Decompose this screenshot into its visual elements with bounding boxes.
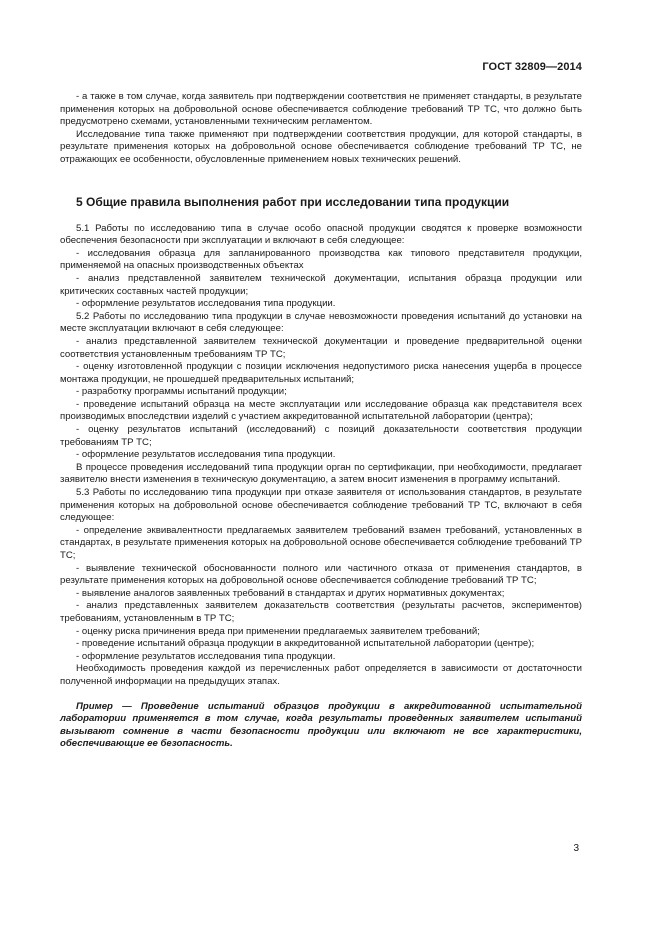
example-note: [60, 701, 582, 751]
example-lead: Пример —: [76, 700, 132, 712]
list-item: - анализ представленной заявителем технической документации и проведение предварительной оценки соответствия установленным требованиям ТР ТС;: [60, 335, 582, 360]
paragraph: 5.2 Работы по исследованию типа продукции в случае невозможности проведения испытаний до установки на месте эксплуатации включают в себя следующее:: [60, 310, 582, 335]
list-item: - проведение испытаний образца продукции в аккредитованной испытательной лаборатории (центре);: [76, 638, 535, 650]
paragraph: 5.3 Работы по исследованию типа продукции при отказе заявителя от использования стандартов, в результате применения которых на добровольной основе обеспечивается соблюдение требований ТР ТС, включают в себя следующее:: [60, 487, 582, 524]
list-item: - разработку программы испытаний продукции;: [76, 386, 287, 398]
list-item: - анализ представленных заявителем доказательств соответствия (результаты расчетов, экспериментов) требованиям, установленным в ТР ТС;: [60, 600, 582, 624]
list-item: - оформление результатов исследования типа продукции.: [76, 650, 336, 662]
document-body: [60, 91, 582, 751]
paragraph: В процессе проведения исследований типа продукции орган по сертификации, при необходимости, предлагает заявителю внести изменения в техническую документацию, а затем вносит изменения в программу испытаний.: [60, 461, 582, 486]
list-item: - оценку риска причинения вреда при применении предлагаемых заявителем требований;: [76, 625, 480, 637]
section-heading: 5 Общие правила выполнения работ при исследовании типа продукции: [76, 194, 510, 209]
document-header: ГОСТ 32809—2014: [482, 61, 582, 73]
list-item: - исследования образца для запланированного производства как типового представителя продукции, применяемой на опасных производственных объектах: [60, 247, 582, 272]
list-item: - оценку результатов испытаний (исследований) с позиций доказательности соответствия продукции требованиям ТР ТС;: [60, 424, 582, 448]
paragraph: Необходимость проведения каждой из перечисленных работ определяется в зависимости от достаточности полученной информации на предыдущих этапах.: [60, 663, 582, 687]
list-item: - оценку изготовленной продукции с позиции исключения недопустимого риска нанесения ущерба в процессе монтажа продукции, не прошедшей предварительных испытаний;: [60, 361, 582, 385]
example-text: Проведение испытаний образцов продукции в аккредитованной испытательной лаборатории применяется в том случае, когда результаты проведенных заявителем испытаний вызывают сомнение в части безопасности продукции или включают не все характеристики, обеспечивающие ее безопасность.: [60, 700, 582, 750]
list-item: - проведение испытаний образца на месте эксплуатации или исследование образца как представителя всех производимых впоследствии изделий с участием аккредитованной испытательной лаборатории (центра);: [60, 398, 582, 423]
intro-paragraph: - а также в том случае, когда заявитель при подтверждении соответствия не применяет стандарты, в результате применения которых на добровольной основе обеспечивается соблюдение требований ТР ТС, что должно быть предусмотрено схемами, установленными техническим регламентом.: [60, 91, 582, 128]
list-item: - выявление технической обоснованности полного или частичного отказа от применения стандартов, в результате применения которых на добровольной основе обеспечивается соблюдение требований ТР ТС;: [60, 562, 582, 587]
paragraph: 5.1 Работы по исследованию типа в случае особо опасной продукции сводятся к проверке возможности обеспечения безопасности при эксплуатации и включают в себя следующее:: [60, 222, 582, 247]
list-item: - оформление результатов исследования типа продукции.: [76, 298, 336, 310]
list-item: - определение эквивалентности предлагаемых заявителем требований взамен требований, установленных в стандартах, в результате применения которых на добровольной основе обеспечивается соблюдение требований ТР ТС;: [60, 524, 582, 561]
page-number: 3: [573, 843, 579, 854]
list-item: - оформление результатов исследования типа продукции.: [76, 449, 336, 461]
list-item: - выявление аналогов заявленных требований в стандартах и других нормативных документах;: [76, 587, 505, 599]
spacer: [60, 689, 582, 701]
list-item: - анализ представленной заявителем технической документации, испытания образца продукции или критических составных частей продукции;: [60, 272, 582, 297]
intro-paragraph: Исследование типа также применяют при подтверждении соответствия продукции, для которой стандарты, в результате применения которых на добровольной основе обеспечивается соблюдение требований ТР ТС, не отражающих ее особенности, обусловленные применением новых технических решений.: [60, 128, 582, 165]
